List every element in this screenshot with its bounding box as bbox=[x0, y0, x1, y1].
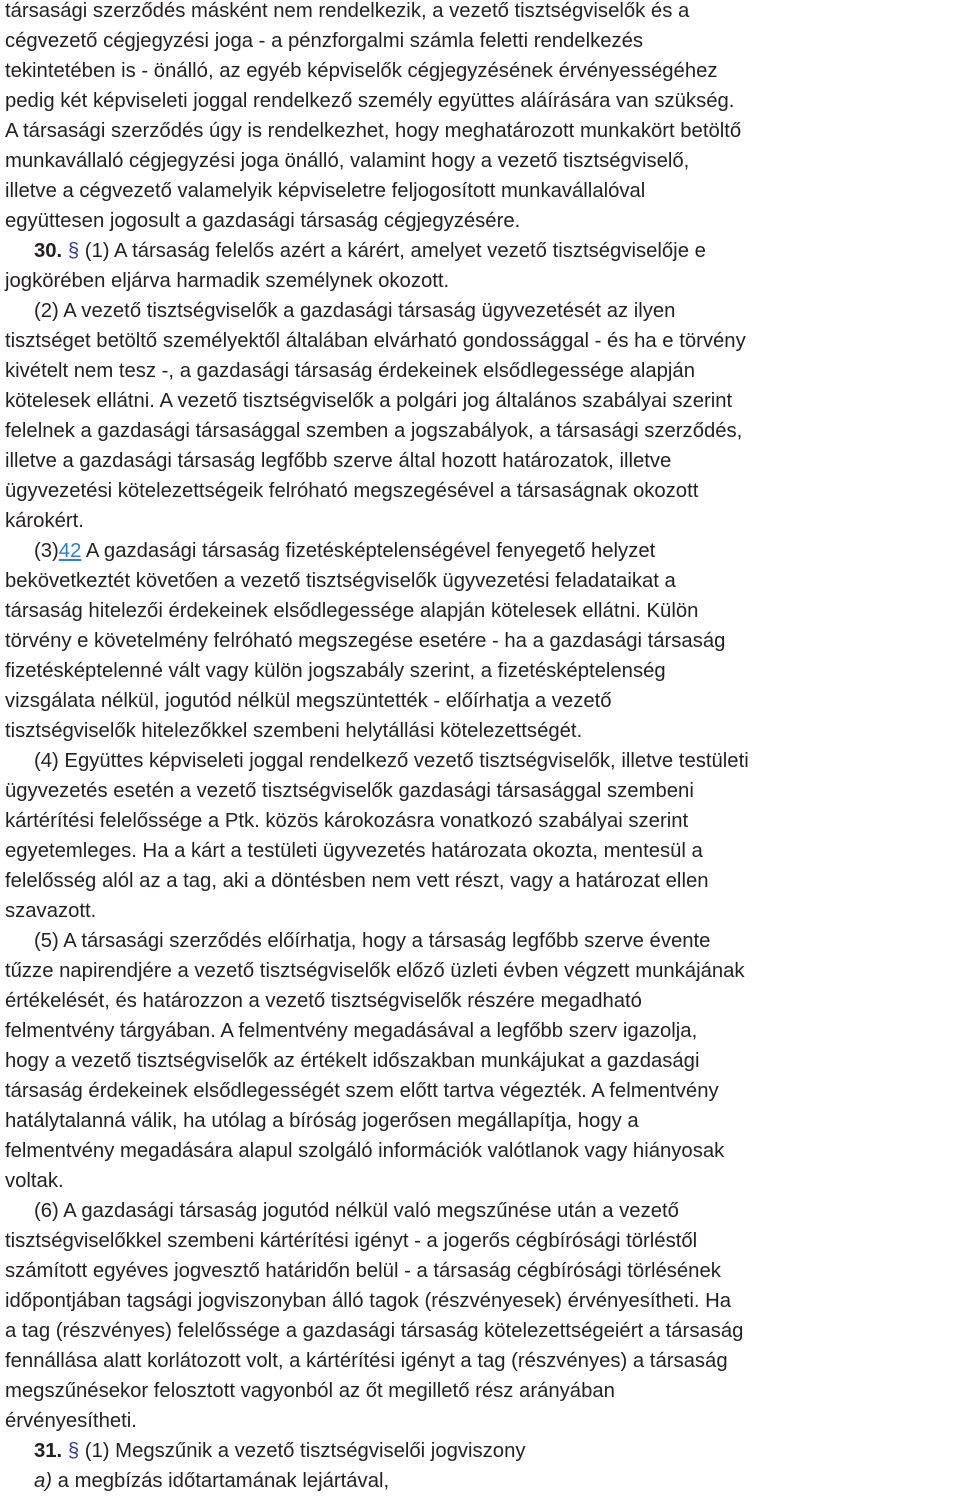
text-line: érvényesítheti. bbox=[5, 1410, 137, 1432]
text-line: fizetésképtelenné vált vagy külön jogszabály szerint, a fizetésképtelenség bbox=[5, 660, 666, 682]
paragraph-prefix: (3) bbox=[34, 540, 59, 562]
list-item-text: a megbízás időtartamának lejártával, bbox=[52, 1470, 390, 1492]
text-line: társaság hitelezői érdekeinek elsődlegessége alapján kötelesek ellátni. Külön bbox=[5, 600, 699, 622]
text-line: munkavállaló cégjegyzési joga önálló, valamint hogy a vezető tisztségviselő, bbox=[5, 150, 690, 172]
text-line: tisztségviselők hitelezőkkel szembeni helytállási kötelezettségét. bbox=[5, 720, 583, 742]
text-line: voltak. bbox=[5, 1170, 64, 1192]
text-line: törvény e követelmény felróható megszegése esetére - ha a gazdasági társaság bbox=[5, 630, 726, 652]
text-line: kötelesek ellátni. A vezető tisztségviselők a polgári jog általános szabályai szerint bbox=[5, 390, 733, 412]
text-line: felelősség alól az a tag, aki a döntésben nem vett részt, vagy a határozat ellen bbox=[5, 870, 709, 892]
paragraph-start-line: (4) Együttes képviseleti joggal rendelkező vezető tisztségviselők, illetve testületi bbox=[34, 750, 749, 772]
paragraph-3-line bbox=[34, 536, 655, 566]
text-line: felelnek a gazdasági társasággal szemben a jogszabályok, a társasági szerződés, bbox=[5, 420, 743, 442]
text-line: megszűnésekor felosztott vagyonból az őt megillető rész arányában bbox=[5, 1380, 615, 1402]
text-line: ügyvezetési kötelezettségeik felróható megszegésével a társaságnak okozott bbox=[5, 480, 699, 502]
text-line: bekövetkeztét követően a vezető tisztségviselők ügyvezetési feladataikat a bbox=[5, 570, 676, 592]
text-line: tűzze napirendjére a vezető tisztségviselők előző üzleti évben végzett munkájának bbox=[5, 960, 745, 982]
text-line: számított egyéves jogvesztő határidőn belül - a társaság cégbírósági törlésének bbox=[5, 1260, 721, 1282]
text-line: cégvezető cégjegyzési joga - a pénzforgalmi számla feletti rendelkezés bbox=[5, 30, 644, 52]
text-line: felmentvény tárgyában. A felmentvény megadásával a legfőbb szerv igazolja, bbox=[5, 1020, 698, 1042]
text-line: fennállása alatt korlátozott volt, a kártérítési igényt a tag (részvényes) a társaság bbox=[5, 1350, 728, 1372]
text-line: tekintetében is - önálló, az egyéb képviselők cégjegyzésének érvényességéhez bbox=[5, 60, 718, 82]
section-30-line bbox=[34, 236, 706, 266]
text-line: illetve a cégvezető valamelyik képviseletre feljogosított munkavállalóval bbox=[5, 180, 646, 202]
text-line: A társasági szerződés úgy is rendelkezhet, hogy meghatározott munkakört betöltő bbox=[5, 120, 742, 142]
text-line: tisztséget betöltő személyektől általában elvárható gondossággal - és ha e törvény bbox=[5, 330, 746, 352]
paragraph-text: A gazdasági társaság fizetésképtelenségével fenyegető helyzet bbox=[81, 540, 656, 562]
section-text: (1) Megszűnik a vezető tisztségviselői jogviszony bbox=[79, 1440, 526, 1462]
text-line: időpontjában tagsági jogviszonyban álló tagok (részvényesek) érvényesítheti. Ha bbox=[5, 1290, 732, 1312]
paragraph-start-line: (6) A gazdasági társaság jogutód nélkül való megszűnése után a vezető bbox=[34, 1200, 679, 1222]
text-line: egyetemleges. Ha a kárt a testületi ügyvezetés határozata okozta, mentesül a bbox=[5, 840, 703, 862]
list-item-letter: a) bbox=[34, 1470, 53, 1492]
paragraph-start-line: (2) A vezető tisztségviselők a gazdasági társaság ügyvezetését az ilyen bbox=[34, 300, 676, 322]
section-text: (1) A társaság felelős azért a kárért, amelyet vezető tisztségviselője e bbox=[79, 240, 706, 262]
section-31-line bbox=[34, 1436, 526, 1466]
section-sign-link[interactable]: § bbox=[67, 240, 80, 262]
text-line: tisztségviselőkkel szembeni kártérítési igényt - a jogerős cégbírósági törléstől bbox=[5, 1230, 698, 1252]
text-line: kivételt nem tesz -, a gazdasági társaság érdekeinek elsődlegessége alapján bbox=[5, 360, 695, 382]
text-line: illetve a gazdasági társaság legfőbb szerve által hozott határozatok, illetve bbox=[5, 450, 672, 472]
text-line: szavazott. bbox=[5, 900, 97, 922]
section-sign-link[interactable]: § bbox=[67, 1440, 80, 1462]
text-line: hatálytalanná válik, ha utólag a bíróság jogerősen megállapítja, hogy a bbox=[5, 1110, 639, 1132]
paragraph-start-line: (5) A társasági szerződés előírhatja, hogy a társaság legfőbb szerve évente bbox=[34, 930, 711, 952]
text-line: társasági szerződés másként nem rendelkezik, a vezető tisztségviselők és a bbox=[5, 0, 690, 22]
text-line: a tag (részvényes) felelőssége a gazdasági társaság kötelezettségeiért a társaság bbox=[5, 1320, 744, 1342]
text-line: együttesen jogosult a gazdasági társaság cégjegyzésére. bbox=[5, 210, 521, 232]
text-line: kártérítési felelőssége a Ptk. közös károkozásra vonatkozó szabályai szerint bbox=[5, 810, 689, 832]
text-line: társaság érdekeinek elsődlegességét szem előtt tartva végezték. A felmentvény bbox=[5, 1080, 719, 1102]
list-item-a bbox=[34, 1466, 389, 1496]
text-line: ügyvezetés esetén a vezető tisztségviselők gazdasági társasággal szembeni bbox=[5, 780, 694, 802]
text-line: jogkörében eljárva harmadik személynek okozott. bbox=[5, 270, 450, 292]
section-number: 31. bbox=[34, 1440, 63, 1462]
text-line: vizsgálata nélkül, jogutód nélkül megszüntették - előírhatja a vezető bbox=[5, 690, 612, 712]
section-number: 30. bbox=[34, 240, 63, 262]
text-line: károkért. bbox=[5, 510, 84, 532]
text-line: felmentvény megadására alapul szolgáló információk valótlanok vagy hiányosak bbox=[5, 1140, 725, 1162]
text-line: értékelését, és határozzon a vezető tisztségviselők részére megadható bbox=[5, 990, 642, 1012]
text-line: pedig két képviseleti joggal rendelkező személy együttes aláírására van szükség. bbox=[5, 90, 735, 112]
text-line: hogy a vezető tisztségviselők az értékelt időszakban munkájukat a gazdasági bbox=[5, 1050, 700, 1072]
footnote-link[interactable]: 42 bbox=[58, 540, 82, 562]
